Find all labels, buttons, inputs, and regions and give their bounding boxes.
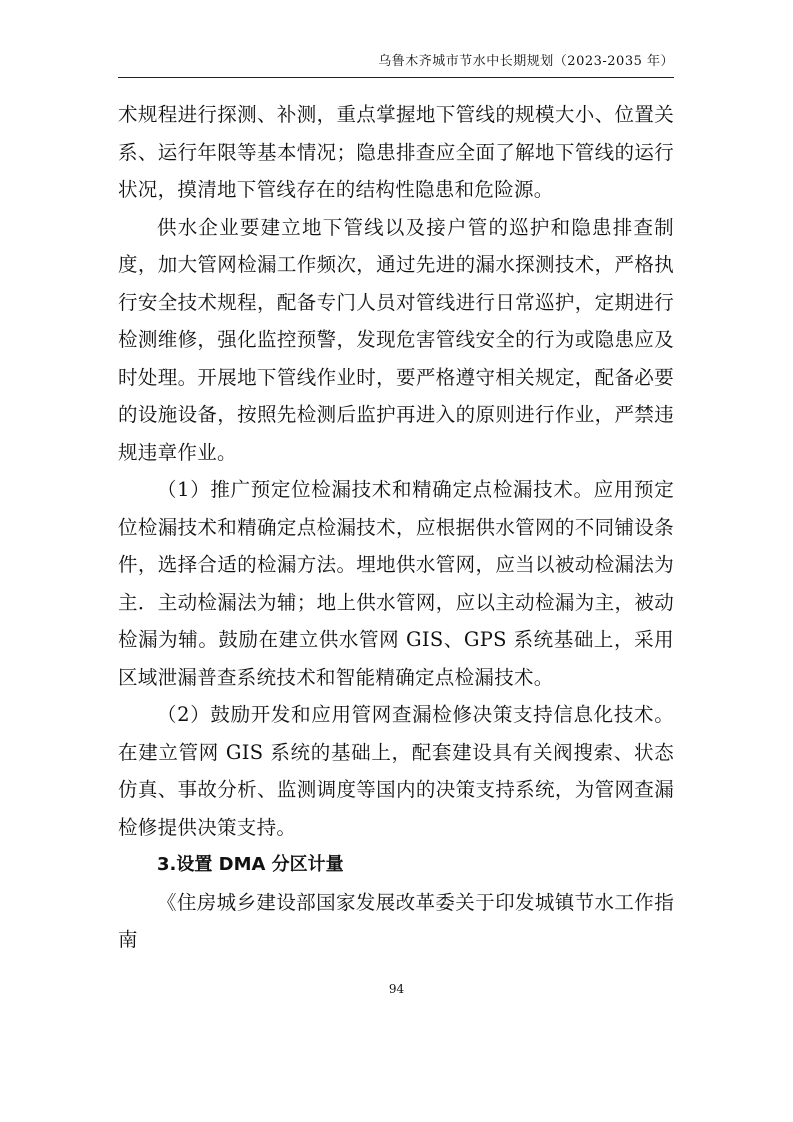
paragraph-continuation: 术规程进行探测、补测，重点掌握地下管线的规模大小、位置关系、运行年限等基本情况；隐患排查应全面了解地下管线的运行状况，摸清地下管线存在的结构性隐患和危险源。 [118,103,674,201]
page-number: 94 [388,982,405,996]
document-body [118,96,674,959]
header-title: 乌鲁木齐城市节水中长期规划（2023-2035 年） [378,54,674,69]
page-header [118,50,674,78]
paragraph-item-2: （2）鼓励开发和应用管网查漏检修决策支持信息化技术。在建立管网 GIS 系统的基础上，配套建设具有关阀搜索、状态仿真、事故分析、监测调度等国内的决策支持系统，为管网查漏检修提供决策支持。 [118,703,674,839]
paragraph-water-supply: 供水企业要建立地下管线以及接户管的巡护和隐患排查制度，加大管网检漏工作频次，通过先进的漏水探测技术，严格执行安全技术规程，配备专门人员对管线进行日常巡护，定期进行检测维修，强化监控预警，发现危害管线安全的行为或隐患应及时处理。开展地下管线作业时，要严格遵守相关规定，配备必要的设施设备，按照先检测后监护再进入的原则进行作业，严禁违规违章作业。 [118,215,674,464]
section-heading: 3.设置 DMA 分区计量 [157,854,344,875]
paragraph-last: 《住房城乡建设部国家发展改革委关于印发城镇节水工作指南 [118,890,674,951]
paragraph-item-1: （1）推广预定位检漏技术和精确定点检漏技术。应用预定位检漏技术和精确定点检漏技术，应根据供水管网的不同铺设条件，选择合适的检漏方法。埋地供水管网，应当以被动检漏法为主．主动检漏法为辅；地上供水管网，应以主动检漏为主，被动检漏为辅。鼓励在建立供水管网 GIS、GPS 系统基础上，采用区域泄漏普查系统技术和智能精确定点检漏技术。 [118,478,674,689]
header-divider [118,77,674,78]
